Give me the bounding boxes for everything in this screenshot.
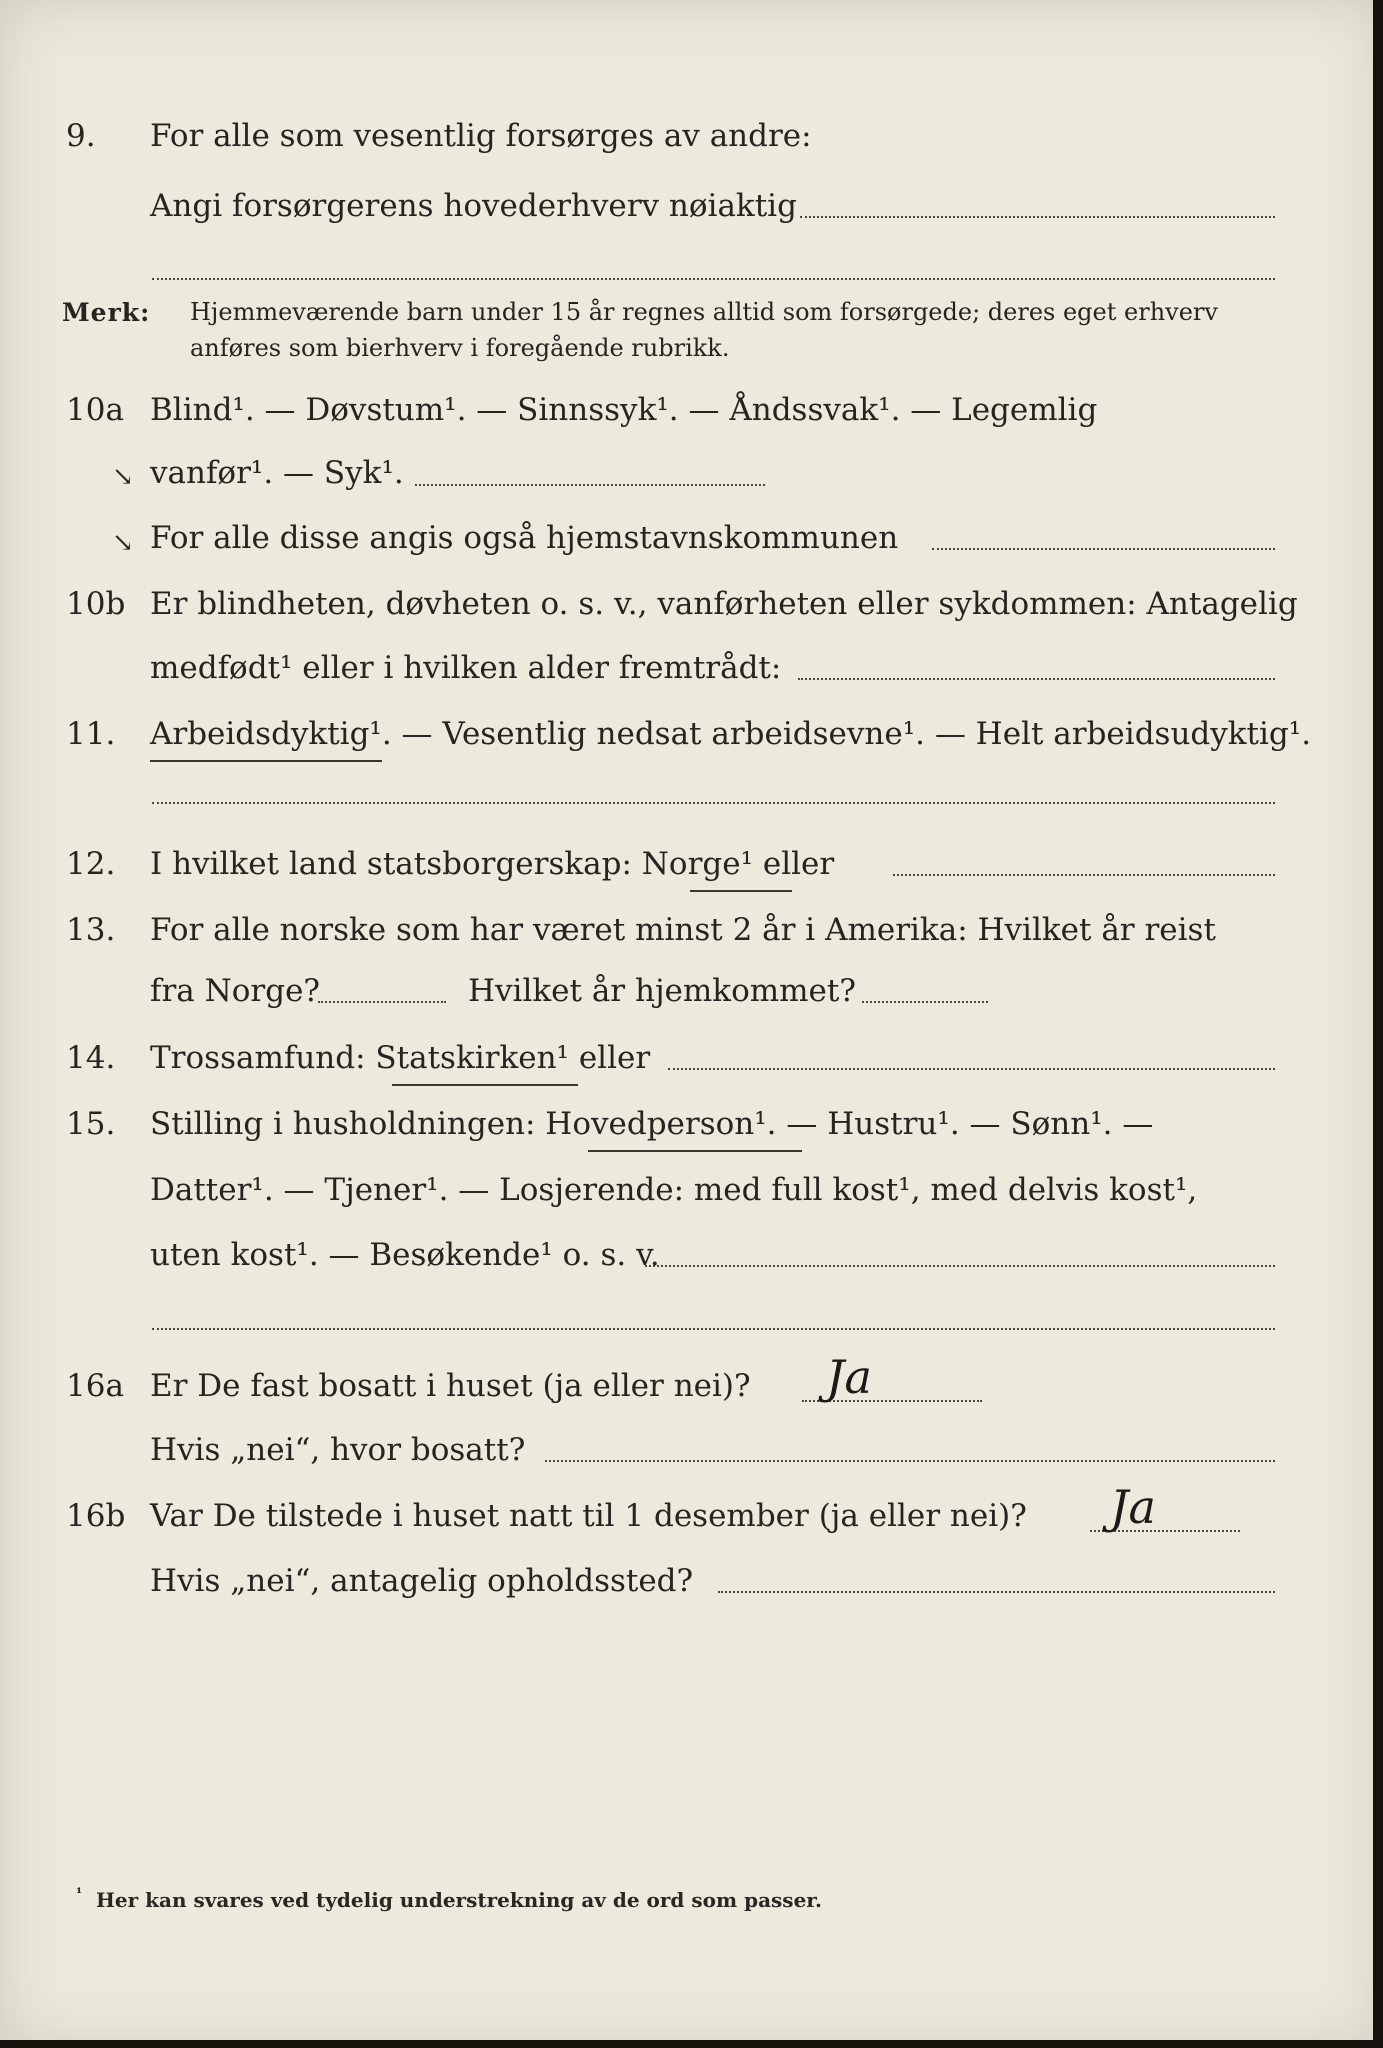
q11-text: Arbeidsdyktig¹. — Vesentlig nedsat arbeidsevne¹. — Helt arbeidsudyktig¹. <box>150 716 1312 752</box>
q16a-subtext: Hvis „nei“, hvor bosatt? <box>150 1432 526 1468</box>
q11-underline-arbeidsdyktig <box>150 760 382 762</box>
merk-text: Hjemmeværende barn under 15 år regnes alltid som forsørgede; deres eget erhverv <box>190 298 1218 326</box>
q10a-line1 <box>0 392 1383 442</box>
q9-answer-field-2[interactable] <box>152 278 1275 280</box>
q16a-handwritten-answer: Ja <box>826 1350 872 1404</box>
q15-answer-field[interactable] <box>645 1265 1275 1267</box>
q15-line3 <box>0 1237 1383 1287</box>
q14-number: 14. <box>66 1040 116 1076</box>
merk-subtext: anføres som bierhverv i foregående rubrikk. <box>190 334 730 362</box>
q11-number: 11. <box>66 716 116 752</box>
q9-subtext: Angi forsørgerens hovederhverv nøiaktig <box>150 188 797 224</box>
q13-reist-field[interactable] <box>318 1001 446 1003</box>
footnote-text: Her kan svares ved tydelig understrekning av de ord som passer. <box>96 1888 822 1912</box>
q13-number: 13. <box>66 912 116 948</box>
q13-line2 <box>0 973 1383 1023</box>
q10b-answer-field[interactable] <box>798 678 1275 680</box>
q13-text: For alle norske som har været minst 2 år i Amerika: Hvilket år reist <box>150 912 1216 948</box>
q16b-subtext: Hvis „nei“, antagelig opholdssted? <box>150 1563 694 1599</box>
footnote <box>76 1886 822 1912</box>
q10a-line3 <box>0 520 1383 570</box>
q10a-kommune-field[interactable] <box>932 548 1275 550</box>
q12-number: 12. <box>66 846 116 882</box>
q15-text: Stilling i husholdningen: Hovedperson¹. — Hustru¹. — Sønn¹. — <box>150 1106 1154 1142</box>
q15-answer-field-2[interactable] <box>152 1328 1275 1330</box>
q15-subtext: Datter¹. — Tjener¹. — Losjerende: med full kost¹, med delvis kost¹, <box>150 1172 1198 1208</box>
q16b-handwritten-answer: Ja <box>1110 1480 1156 1534</box>
scan-border-bottom <box>0 2040 1383 2048</box>
q11-answer-field[interactable] <box>152 802 1275 804</box>
q16a-line1 <box>0 1368 1383 1418</box>
q16a-text: Er De fast bosatt i huset (ja eller nei)? <box>150 1368 751 1404</box>
q13-hjemkommet-field[interactable] <box>862 1001 988 1003</box>
q13-subtext-b: Hvilket år hjemkommet? <box>468 973 856 1009</box>
q9-answer-field[interactable] <box>800 216 1275 218</box>
q9-line1 <box>0 118 1383 168</box>
q12-answer-field[interactable] <box>893 874 1275 876</box>
q11-line1 <box>0 716 1383 766</box>
q15-underline-hovedperson <box>588 1150 802 1152</box>
q9-line2 <box>0 188 1383 238</box>
q16a-line2 <box>0 1432 1383 1482</box>
q12-line1 <box>0 846 1383 896</box>
q16a-number: 16a <box>66 1368 124 1404</box>
q16b-number: 16b <box>66 1498 126 1534</box>
merk-line2 <box>0 334 1383 384</box>
q10b-number: 10b <box>66 586 126 622</box>
tick-mark-icon: ↘ <box>112 528 134 558</box>
q10a-line2 <box>0 455 1383 505</box>
q16b-text: Var De tilstede i huset natt til 1 desember (ja eller nei)? <box>150 1498 1027 1534</box>
q12-text: I hvilket land statsborgerskap: Norge¹ eller <box>150 846 835 882</box>
q10a-answer-field[interactable] <box>415 484 765 486</box>
q12-underline-norge <box>690 890 792 892</box>
merk-label: Merk: <box>62 298 151 327</box>
q16b-line1 <box>0 1498 1383 1548</box>
q14-text: Trossamfund: Statskirken¹ eller <box>150 1040 651 1076</box>
q10b-text: Er blindheten, døvheten o. s. v., vanførheten eller sykdommen: Antagelig <box>150 586 1298 622</box>
q13-line1 <box>0 912 1383 962</box>
q16b-opholdssted-field[interactable] <box>718 1591 1275 1593</box>
q10b-line2 <box>0 650 1383 700</box>
q14-underline-statskirken <box>392 1084 578 1086</box>
q15-number: 15. <box>66 1106 116 1142</box>
footnote-mark: ¹ <box>76 1886 83 1902</box>
q10a-subtext-2: For alle disse angis også hjemstavnskommunen <box>150 520 899 556</box>
tick-mark-icon: ↘ <box>112 462 134 492</box>
q15-subtext-2: uten kost¹. — Besøkende¹ o. s. v. <box>150 1237 660 1273</box>
q14-answer-field[interactable] <box>668 1068 1275 1070</box>
q9-text: For alle som vesentlig forsørges av andre: <box>150 118 812 154</box>
q9-number: 9. <box>66 118 96 154</box>
q10a-subtext: vanfør¹. — Syk¹. <box>150 455 404 491</box>
q10b-line1 <box>0 586 1383 636</box>
q13-subtext-a: fra Norge? <box>150 973 321 1009</box>
q16b-line2 <box>0 1563 1383 1613</box>
q15-line2 <box>0 1172 1383 1222</box>
q14-line1 <box>0 1040 1383 1090</box>
q15-line1 <box>0 1106 1383 1156</box>
q10a-number: 10a <box>66 392 124 428</box>
q10a-text: Blind¹. — Døvstum¹. — Sinnssyk¹. — Åndssvak¹. — Legemlig <box>150 392 1098 428</box>
q10b-subtext: medfødt¹ eller i hvilken alder fremtrådt: <box>150 650 782 686</box>
q16a-bosatt-field[interactable] <box>545 1460 1275 1462</box>
